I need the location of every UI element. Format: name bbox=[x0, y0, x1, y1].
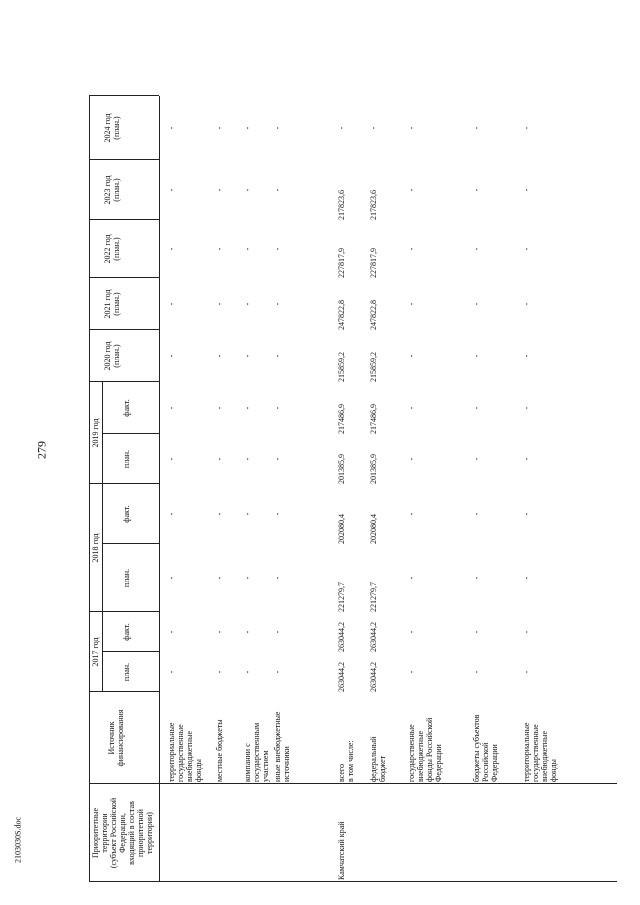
row-value: 221279,7 bbox=[369, 582, 378, 612]
row-value: - bbox=[215, 512, 224, 516]
page-number: 279 bbox=[34, 441, 49, 459]
header-territory: (субъект Российской bbox=[109, 797, 118, 869]
row-source: всего bbox=[337, 763, 346, 782]
header-plan: план. bbox=[122, 662, 131, 682]
row-value: - bbox=[407, 354, 416, 358]
row-value: - bbox=[472, 126, 481, 130]
row-value: - bbox=[273, 457, 282, 461]
row-value: - bbox=[243, 126, 252, 130]
row-value: - bbox=[472, 354, 481, 358]
header-y2022: 2022 год bbox=[103, 234, 112, 264]
row-source: бюджет bbox=[378, 755, 387, 782]
row-value: - bbox=[243, 457, 252, 461]
row-source: в том числе: bbox=[346, 740, 355, 782]
row-source: бюджеты субъектов bbox=[472, 714, 481, 782]
row-value: 215859,2 bbox=[337, 352, 346, 382]
row-value: - bbox=[273, 247, 282, 251]
header-y2022: (план.) bbox=[112, 237, 121, 261]
row-value: 221279,7 bbox=[337, 582, 346, 612]
row-source: фонды bbox=[549, 759, 558, 782]
row-value: - bbox=[167, 354, 176, 358]
row-value: 263044,2 bbox=[337, 662, 346, 692]
row-source: внебюджетные bbox=[416, 731, 425, 782]
row-value: - bbox=[522, 406, 531, 410]
header-y2020: 2020 год bbox=[103, 341, 112, 371]
row-value: 202080,4 bbox=[369, 514, 378, 544]
header-y2023: (план.) bbox=[112, 178, 121, 202]
row-value: - bbox=[273, 670, 282, 674]
row-value: - bbox=[407, 302, 416, 306]
row-value: - bbox=[472, 406, 481, 410]
row-value: - bbox=[273, 302, 282, 306]
row-source: территориальные bbox=[167, 722, 176, 782]
row-value: - bbox=[167, 512, 176, 516]
header-y2021: (план.) bbox=[112, 292, 121, 316]
row-value: 201385,9 bbox=[337, 454, 346, 484]
row-value: 227817,9 bbox=[337, 248, 346, 278]
row-value: 247822,8 bbox=[337, 300, 346, 330]
row-value: 217486,9 bbox=[369, 404, 378, 434]
row-value: - bbox=[167, 126, 176, 130]
row-value: - bbox=[472, 247, 481, 251]
row-value: - bbox=[215, 670, 224, 674]
row-source: иные внебюджетные bbox=[273, 711, 282, 782]
row-value: - bbox=[243, 630, 252, 634]
header-y2024: (план.) bbox=[112, 116, 121, 140]
row-source: государственным bbox=[252, 722, 261, 782]
row-value: - bbox=[407, 126, 416, 130]
row-value: - bbox=[273, 406, 282, 410]
row-source: государственные bbox=[176, 724, 185, 782]
row-value: - bbox=[472, 576, 481, 580]
row-value: - bbox=[167, 247, 176, 251]
row-value: - bbox=[273, 126, 282, 130]
row-value: - bbox=[215, 354, 224, 358]
row-value: - bbox=[167, 406, 176, 410]
row-value: - bbox=[472, 457, 481, 461]
column-divider bbox=[89, 159, 159, 160]
row-value: - bbox=[243, 406, 252, 410]
row-value: - bbox=[167, 457, 176, 461]
row-value: - bbox=[407, 406, 416, 410]
row-value: - bbox=[407, 576, 416, 580]
row-source: Федерации bbox=[434, 744, 443, 782]
row-value: - bbox=[522, 457, 531, 461]
header-territory: Приоритетные bbox=[91, 807, 100, 859]
row-source: Российской bbox=[481, 742, 490, 782]
header-y2023: 2023 год bbox=[103, 175, 112, 205]
row-value: 217823,6 bbox=[369, 190, 378, 220]
row-source: местные бюджеты bbox=[215, 719, 224, 782]
header-territory: территории) bbox=[145, 812, 154, 854]
row-source: компании с bbox=[243, 743, 252, 782]
header-source: финансирования bbox=[116, 709, 125, 767]
row-value: - bbox=[167, 188, 176, 192]
header-fact: факт. bbox=[122, 399, 131, 417]
row-value: - bbox=[407, 457, 416, 461]
row-value: - bbox=[472, 188, 481, 192]
row-value: 263044,2 bbox=[369, 622, 378, 652]
column-divider bbox=[89, 329, 159, 330]
header-fact: факт. bbox=[122, 505, 131, 523]
year-group-divider bbox=[102, 382, 103, 692]
row-value: - bbox=[215, 406, 224, 410]
row-value: - bbox=[273, 512, 282, 516]
row-source: государственные bbox=[407, 724, 416, 782]
row-source: территориальные bbox=[522, 722, 531, 782]
row-source: Федерации bbox=[490, 744, 499, 782]
header-bottom-border bbox=[159, 96, 160, 882]
row-value: - bbox=[522, 126, 531, 130]
header-fact: факт. bbox=[122, 623, 131, 641]
row-value: - bbox=[273, 630, 282, 634]
row-value: - bbox=[407, 630, 416, 634]
row-value: - bbox=[243, 188, 252, 192]
row-value: - bbox=[522, 670, 531, 674]
row-value: - bbox=[522, 247, 531, 251]
row-value: - bbox=[522, 512, 531, 516]
row-value: - bbox=[472, 512, 481, 516]
row-value: - bbox=[243, 302, 252, 306]
row-value: 215859,2 bbox=[369, 352, 378, 382]
row-territory: Камчатский край bbox=[337, 821, 346, 880]
row-value: - bbox=[167, 576, 176, 580]
row-value: 201385,9 bbox=[369, 454, 378, 484]
header-year-2017: 2017 год bbox=[91, 637, 100, 667]
table-top-border bbox=[89, 96, 90, 882]
row-value: - bbox=[472, 302, 481, 306]
row-value: - bbox=[407, 512, 416, 516]
row-value: - bbox=[243, 354, 252, 358]
table-left-border bbox=[89, 881, 617, 882]
header-territory: Федерации, bbox=[118, 813, 127, 853]
row-value: - bbox=[522, 188, 531, 192]
row-value: - bbox=[407, 670, 416, 674]
row-value: 263044,2 bbox=[337, 622, 346, 652]
header-source: Источник bbox=[107, 721, 116, 755]
row-value: - bbox=[215, 126, 224, 130]
row-value: - bbox=[167, 670, 176, 674]
row-value: - bbox=[522, 354, 531, 358]
row-source: фонды Российской bbox=[425, 717, 434, 782]
row-value: - bbox=[522, 576, 531, 580]
row-value: - bbox=[215, 576, 224, 580]
row-value: - bbox=[273, 576, 282, 580]
row-value: 227817,9 bbox=[369, 248, 378, 278]
header-y2020: (план.) bbox=[112, 344, 121, 368]
header-territory: территории bbox=[100, 813, 109, 853]
row-value: 217823,6 bbox=[337, 190, 346, 220]
row-value: - bbox=[215, 630, 224, 634]
row-value: - bbox=[167, 302, 176, 306]
header-territory: приоритетной bbox=[136, 809, 145, 857]
column-divider bbox=[89, 219, 159, 220]
row-value: - bbox=[243, 576, 252, 580]
header-territory: входящий в состав bbox=[127, 801, 136, 865]
row-value: - bbox=[215, 188, 224, 192]
row-value: - bbox=[167, 630, 176, 634]
row-value: - bbox=[273, 354, 282, 358]
row-source: федеральный bbox=[369, 736, 378, 782]
header-year-2018: 2018 год bbox=[91, 533, 100, 563]
column-divider bbox=[89, 95, 159, 96]
row-value: - bbox=[472, 630, 481, 634]
row-source: источники bbox=[282, 746, 291, 782]
row-value: - bbox=[215, 247, 224, 251]
row-source: фонды bbox=[194, 759, 203, 782]
row-value: - bbox=[407, 188, 416, 192]
header-y2024: 2024 год bbox=[103, 113, 112, 143]
row-value: - bbox=[407, 247, 416, 251]
row-value: 263044,2 bbox=[369, 662, 378, 692]
header-y2021: 2021 год bbox=[103, 289, 112, 319]
header-year-2019: 2019 год bbox=[91, 418, 100, 448]
row-source: внебюджетные bbox=[540, 731, 549, 782]
header-plan: план. bbox=[122, 568, 131, 588]
row-value: - bbox=[243, 512, 252, 516]
row-value: 247822,8 bbox=[369, 300, 378, 330]
header-plan: план. bbox=[122, 449, 131, 469]
column-divider bbox=[89, 277, 159, 278]
column-divider bbox=[89, 783, 617, 784]
row-value: - bbox=[472, 670, 481, 674]
row-value: - bbox=[369, 126, 378, 130]
row-value: - bbox=[522, 630, 531, 634]
row-value: - bbox=[243, 670, 252, 674]
row-value: - bbox=[215, 302, 224, 306]
row-value: - bbox=[243, 247, 252, 251]
row-value: - bbox=[522, 302, 531, 306]
row-value: - bbox=[215, 457, 224, 461]
row-source: государственные bbox=[531, 724, 540, 782]
row-source: участием bbox=[261, 750, 270, 782]
document-id: 2103030S.doc bbox=[13, 817, 23, 863]
row-value: 217486,9 bbox=[337, 404, 346, 434]
row-value: - bbox=[273, 188, 282, 192]
row-source: внебюджетные bbox=[185, 731, 194, 782]
row-value: - bbox=[337, 126, 346, 130]
row-value: 202080,4 bbox=[337, 514, 346, 544]
financing-table bbox=[77, 32, 617, 882]
